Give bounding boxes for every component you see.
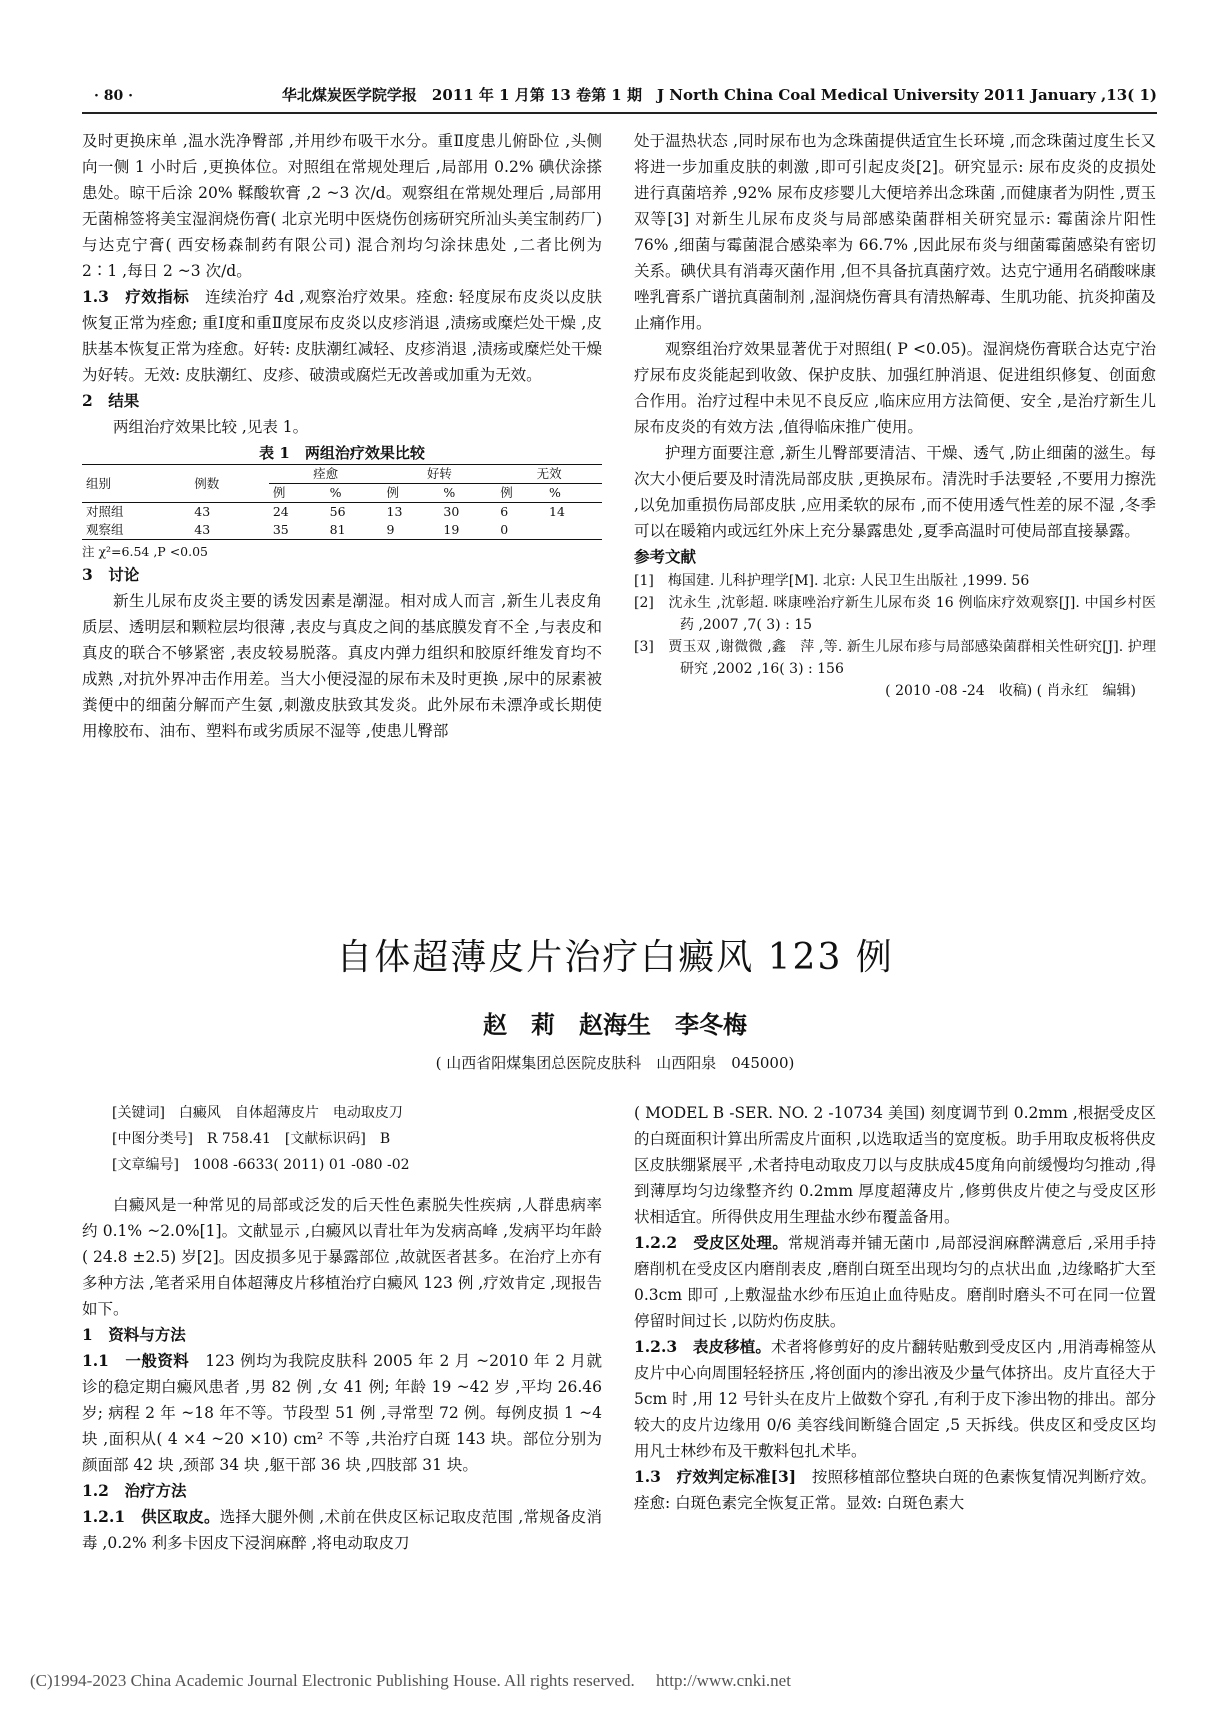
table-header-improved: 好转 [383,465,497,484]
table-cell: 30 [443,504,460,519]
paragraph: 白癜风是一种常见的局部或泛发的后天性色素脱失性疾病 ,人群患病率约 0.1% ~2.0%[1]。文献显示 ,白癜风以青壮年为发病高峰 ,发病平均年龄( 24.8 ±2.5) 岁[2]。因皮损多见于暴露部位 ,故就医者甚多。在治疗上亦有多种方法 ,笔者采用自体超薄皮片移植治疗白癜风 123 例 ,疗效肯定 ,现报告如下。 [82,1196,602,1318]
section-text: 连续治疗 4d ,观察治疗效果。痊愈: 轻度尿布皮炎以皮肤恢复正常为痊愈; 重Ⅰ度和重Ⅱ度尿布皮炎以皮疹消退 ,渍疡或糜烂处干燥 ,皮肤基本恢复正常为痊愈。好转: 皮肤潮红减轻、皮疹消退 ,渍疡或糜烂处干燥为好转。无效: 皮肤潮红、皮疹、破溃或腐烂无改善或加重为无效。 [82,288,603,384]
paragraph: ( MODEL B -SER. NO. 2 -10734 美国) 刻度调节到 0.2mm ,根据受皮区的白斑面积计算出所需皮片面积 ,以选取适当的宽度板。助手用取皮板将供皮区皮肤绷紧展平 ,术者持电动取皮刀以与皮肤成45度角向前缓慢均匀推动 ,得到薄厚均匀边缘整齐约 0.2mm 厚度超薄皮片 ,修剪供皮片使之与受皮区形状相适宜。所得供皮用生理盐水纱布覆盖备用。 [634,1104,1156,1226]
section-text: 选择大腿外侧 ,术前在供皮区标记取皮范围 ,常规备皮消毒 ,0.2% 利多卡因皮下浸润麻醉 ,将电动取皮刀 [82,1508,602,1552]
paragraph: 观察组治疗效果显著优于对照组( P <0.05)。湿润烧伤膏联合达克宁治疗尿布皮炎能起到收敛、保护皮肤、加强红肿消退、促进组织修复、创面愈合作用。治疗过程中未见不良反应 ,临床应用方法简便、安全 ,是治疗新生儿尿布皮炎的有效方法 ,值得临床推广使用。 [634,340,1156,436]
running-header [82,78,1157,114]
classification-number: [中图分类号] R 758.41 [文献标识码] B [112,1131,391,1147]
copyright-footer: (C)1994-2023 China Academic Journal Electronic Publishing House. All rights reserved. http://www.cnki.net [30,1671,791,1690]
table-cell: 13 [386,504,403,519]
section-heading: 1.2 治疗方法 [82,1481,187,1500]
table-cell: 19 [439,521,496,540]
section-heading: 3 讨论 [82,565,140,584]
table-cell: 6 [500,504,509,519]
section-heading: 1 资料与方法 [82,1325,186,1344]
article-title: 自体超薄皮片治疗白癜风 123 例 [336,937,894,978]
table-header-ineffective: 无效 [496,465,602,484]
section-heading: 1.2.3 表皮移植。 [634,1337,772,1356]
table-header-group: 组别 [82,465,190,503]
table-subheader: 例 [383,484,440,503]
paragraph: 处于温热状态 ,同时尿布也为念珠菌提供适宜生长环境 ,而念珠菌过度生长又将进一步加重皮肤的刺激 ,即可引起皮炎[2]。研究显示: 尿布皮炎的皮损处进行真菌培养 ,92% 尿布皮疹婴儿大便培养出念珠菌 ,而健康者为阴性 ,贾玉双等[3] 对新生儿尿布皮炎与局部感染菌群相关研究显示: 霉菌涂片阳性 76% ,细菌与霉菌混合感染率为 66.7% ,因此尿布炎与细菌霉菌感染有密切关系。碘伏具有消毒灭菌作用 ,但不具备抗真菌疗效。达克宁通用名硝酸咪康唑乳膏系广谱抗真菌制剂 ,湿润烧伤膏具有清热解毒、生肌功能、抗炎抑菌及止痛作用。 [634,132,1156,332]
reference-item: [1] 梅国建. 儿科护理学[M]. 北京: 人民卫生出版社 ,1999. 56 [634,573,1030,589]
prev-article-right-column [634,128,1156,702]
section-text: 按照移植部位整块白斑的色素恢复情况判断疗效。痊愈: 白斑色素完全恢复正常。显效: 白斑色素大 [634,1468,1156,1512]
reference-item: [2] 沈永生 ,沈彰超. 咪康唑治疗新生儿尿布炎 16 例临床疗效观察[J]. 中国乡村医药 ,2007 ,7( 3) : 15 [634,595,1156,633]
table-cell: 对照组 [86,504,124,519]
paragraph: 及时更换床单 ,温水洗净臀部 ,并用纱布吸干水分。重Ⅱ度患儿俯卧位 ,头侧向一侧 1 小时后 ,更换体位。对照组在常规处理后 ,局部用 0.2% 碘伏涂搽患处。晾干后涂 20% 鞣酸软膏 ,2 ~3 次/d。观察组在常规处理后 ,局部用无菌棉签将美宝湿润烧伤膏( 北京光明中医烧伤创疡研究所汕头美宝制药厂) 与达克宁膏( 西安杨森制药有限公司) 混合剂均匀涂抹患处 ,二者比例为 2∶1 ,每日 2 ~3 次/d。 [82,132,602,280]
table-note: 注 χ²=6.54 ,P <0.05 [82,544,209,559]
paragraph: 两组治疗效果比较 ,见表 1。 [113,418,309,436]
table-row [82,521,602,540]
keywords-block [82,1100,602,1178]
table-cell: 9 [383,521,440,540]
received-editor-line: ( 2010 -08 -24 收稿) ( 肖永红 编辑) [885,683,1136,699]
section-text: 常规消毒并铺无菌巾 ,局部浸润麻醉满意后 ,采用手持磨削机在受皮区内磨削表皮 ,磨削白斑至出现均匀的点状出血 ,边缘略扩大至 0.3cm 即可 ,上敷湿盐水纱布压迫止血待贴皮。磨削时磨头不可在同一位置停留时间过长 ,以防灼伤皮肤。 [634,1234,1156,1330]
reference-item: [3] 贾玉双 ,谢微微 ,鑫 萍 ,等. 新生儿尿布疹与局部感染菌群相关性研究[J]. 护理研究 ,2002 ,16( 3) : 156 [634,639,1156,677]
table-row [82,503,602,522]
table-subheader: % [439,484,496,503]
table-cell: 43 [190,521,269,540]
section-heading: 1.2.1 供区取皮。 [82,1507,220,1526]
article-authors: 赵 莉 赵海生 李冬梅 [483,1010,747,1039]
section-text: 术者将修剪好的皮片翻转贴敷到受皮区内 ,用消毒棉签从皮片中心向周围轻轻挤压 ,将创面内的渗出液及少量气体挤出。皮片直径大于 5cm 时 ,用 12 号针头在皮片上做数个穿孔 ,有利于皮下渗出物的排出。部分较大的皮片边缘用 0/6 美容线间断缝合固定 ,5 天拆线。供皮区和受皮区均用凡士林纱布及干敷料包扎术毕。 [634,1338,1156,1460]
section-heading: 2 结果 [82,391,140,410]
section-1-1 [82,1348,602,1478]
section-1-2-2 [634,1230,1156,1334]
table-cell: 35 [269,521,326,540]
references-heading: 参考文献 [634,547,697,566]
table-subheader: 例 [269,484,326,503]
table-header-count: 例数 [190,465,269,503]
paragraph: 护理方面要注意 ,新生儿臀部要清洁、干燥、透气 ,防止细菌的滋生。每次大小便后要及时清洗局部皮肤 ,更换尿布。清洗时手法要轻 ,不要用力擦洗 ,以免加重损伤局部皮肤 ,应用柔软的尿布 ,而不使用透气性差的尿不湿 ,冬季可以在暖箱内或远红外床上充分暴露患处 ,夏季高温时可使局部直接暴露。 [634,444,1156,540]
table-cell: 24 [272,504,289,519]
table-cell: 0 [496,521,545,540]
section-1-3 [634,1464,1156,1516]
table-subheader: % [545,484,602,503]
table-caption: 表 1 两组治疗效果比较 [259,444,425,462]
journal-running-head: 华北煤炭医学院学报 2011 年 1 月第 13 卷第 1 期 J North China Coal Medical University 2011 January ,13( 1) [281,86,1157,104]
table-cell: 观察组 [82,521,190,540]
table-header-cured: 痊愈 [269,465,383,484]
article-number: [文章编号] 1008 -6633( 2011) 01 -080 -02 [112,1157,410,1173]
section-1-2-1 [82,1504,602,1556]
prev-article-left-column [82,128,602,744]
keywords: [关键词] 白癜风 自体超薄皮片 电动取皮刀 [112,1105,403,1121]
table-cell [545,521,602,540]
section-heading: 1.1 一般资料 [82,1351,190,1370]
table-subheader: 例 [496,484,545,503]
section-1-2-3 [634,1334,1156,1464]
page-number: · 80 · [94,88,133,104]
new-article-right-column [634,1100,1156,1516]
new-article-left-column [82,1100,602,1556]
article-affiliation: ( 山西省阳煤集团总医院皮肤科 山西阳泉 045000) [435,1054,795,1072]
section-heading: 1.3 疗效指标 [82,287,190,306]
section-heading: 1.3 疗效判定标准[3] [634,1467,797,1486]
section-heading: 1.2.2 受皮区处理。 [634,1233,788,1252]
section-text: 123 例均为我院皮肤科 2005 年 2 月 ~2010 年 2 月就诊的稳定期白癜风患者 ,男 82 例 ,女 41 例; 年龄 19 ~42 岁 ,平均 26.46 岁; 病程 2 年 ~18 年不等。节段型 51 例 ,寻常型 72 例。每例皮损 1 ~4 块 ,面积从( 4 ×4 ~20 ×10) cm² 不等 ,共治疗白斑 143 块。部位分别为颜面部 42 块 ,颈部 34 块 ,躯干部 36 块 ,四肢部 31 块。 [82,1352,602,1474]
section-1-3 [82,284,602,388]
table-cell: 81 [326,521,383,540]
table-subheader: % [326,484,383,503]
table-cell: 43 [194,504,211,519]
table-cell: 14 [549,504,565,519]
paragraph: 新生儿尿布皮炎主要的诱发因素是潮湿。相对成人而言 ,新生儿表皮角质层、透明层和颗粒层均很薄 ,表皮与真皮之间的基底膜发育不全 ,与表皮和真皮的联合不够紧密 ,表皮较易脱落。真皮内弹力组织和胶原纤维发育均不成熟 ,对抗外界冲击作用差。当大小便浸湿的尿布未及时更换 ,尿中的尿素被粪便中的细菌分解而产生氨 ,刺激皮肤致其发炎。此外尿布未漂净或长期使用橡胶布、油布、塑料布或劣质尿不湿等 ,使患儿臀部 [82,592,602,740]
results-table [82,464,602,540]
table-cell: 56 [329,504,346,519]
